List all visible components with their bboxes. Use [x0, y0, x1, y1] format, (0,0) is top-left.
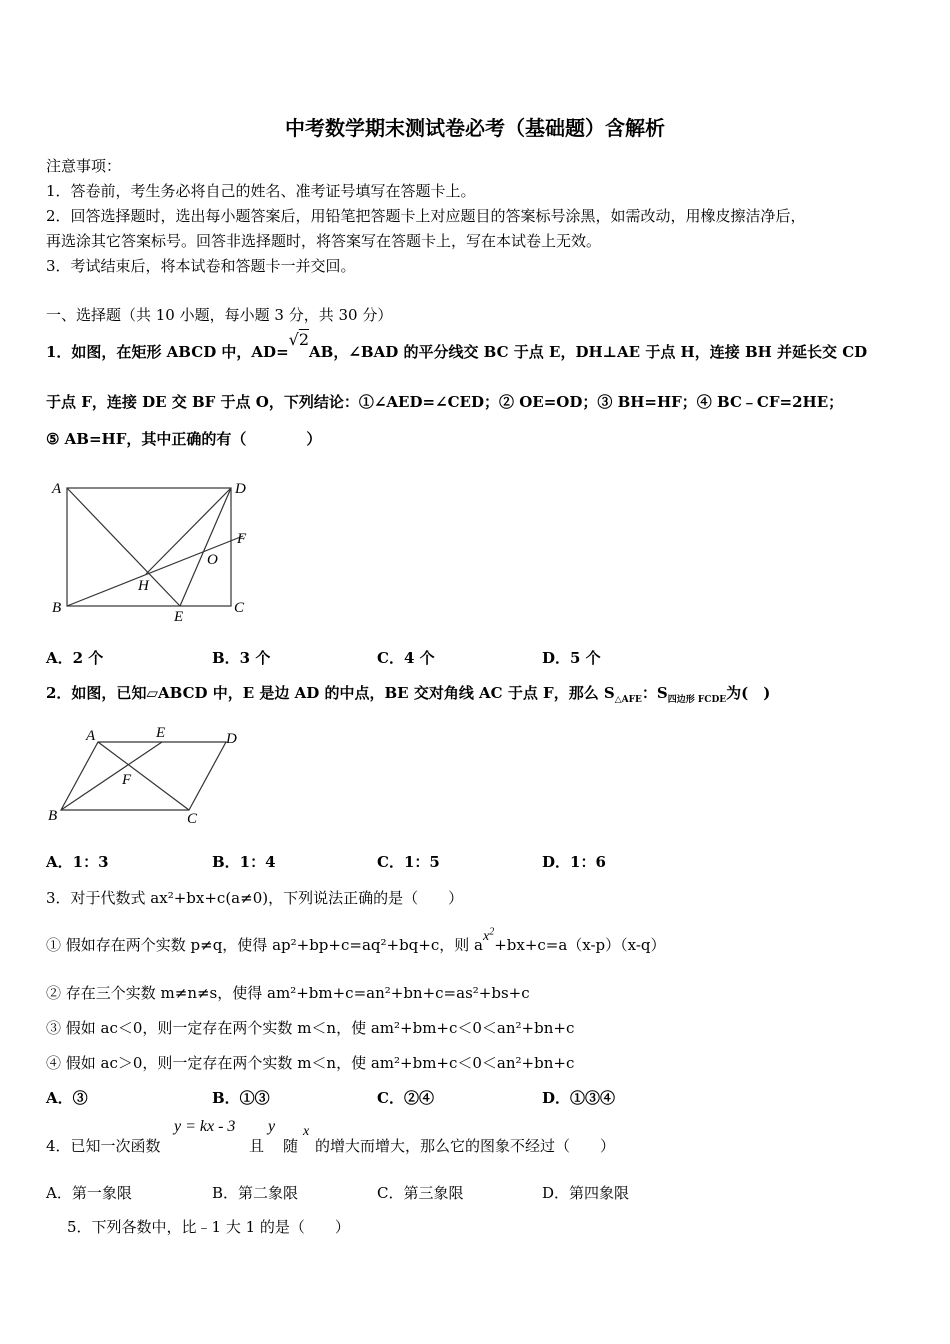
- q1-line-de: [180, 488, 231, 606]
- notice-item-2a: 2．回答选择题时，选出每小题答案后，用铅笔把答题卡上对应题目的答案标号涂黑，如需改动，用橡皮擦洁净后，: [46, 207, 806, 225]
- q3-s1-pre: ① 假如存在两个实数 p≠q，使得 ap²+bp+c=aq²+bq+c，则 a: [46, 936, 483, 954]
- q1-label-b: B: [52, 600, 62, 616]
- q4-option-c[interactable]: C．第三象限: [377, 1184, 464, 1202]
- q3-s1-post: +bx+c=a（x-p）（x-q）: [494, 936, 666, 954]
- q1-option-a[interactable]: A．2 个: [46, 649, 104, 667]
- q2-label-a: A: [86, 728, 96, 744]
- q4-sui: 随: [283, 1137, 299, 1155]
- notice-item-2b: 再选涂其它答案标号。回答非选择题时，将答案写在答题卡上，写在本试卷上无效。: [46, 232, 602, 250]
- section-heading: 一、选择题（共 10 小题，每小题 3 分，共 30 分）: [46, 306, 393, 324]
- q1-line-dh: [146, 488, 231, 574]
- q4-and: 且: [249, 1137, 265, 1155]
- q1-label-c: C: [234, 600, 245, 616]
- notice-heading: 注意事项：: [46, 157, 122, 175]
- q1-figure: [46, 474, 256, 624]
- q2-figure: [46, 722, 246, 830]
- q1-rectangle: [67, 488, 231, 606]
- q3-s1-x-var: x: [482, 929, 490, 944]
- page-title: 中考数学期末测试卷必考（基础题）含解析: [285, 116, 665, 140]
- q3-option-d[interactable]: D．①③④: [542, 1089, 616, 1107]
- q1-line-ae: [67, 488, 180, 606]
- q2-label-b: B: [48, 808, 58, 824]
- q2-label-c: C: [187, 811, 198, 827]
- q1-label-a: A: [52, 481, 62, 497]
- q1-label-o: O: [207, 552, 218, 568]
- q1-line-bf: [67, 536, 243, 606]
- notice-item-3: 3．考试结束后，将本试卷和答题卡一并交回。: [46, 257, 356, 275]
- q1-line1: [46, 330, 868, 362]
- q3-option-a[interactable]: A．③: [46, 1089, 88, 1107]
- q1-label-h: H: [138, 578, 149, 594]
- q3-statement-2: ② 存在三个实数 m≠n≠s，使得 am²+bm+c=an²+bn+c=as²+bs+c: [46, 984, 530, 1002]
- q2-option-d[interactable]: D．1：6: [542, 853, 606, 871]
- q2-option-b[interactable]: B．1：4: [212, 853, 276, 871]
- q3-statement-3: ③ 假如 ac＜0，则一定存在两个实数 m＜n，使 am²+bm+c＜0＜an²+bn+c: [46, 1019, 575, 1037]
- q5-stem: 5．下列各数中，比﹣1 大 1 的是（ ）: [67, 1218, 350, 1236]
- q1-line1-post: AB，∠BAD 的平分线交 BC 于点 E，DH⊥AE 于点 H，连接 BH 并延长交 CD: [309, 343, 868, 361]
- q1-option-b[interactable]: B．3 个: [212, 649, 271, 667]
- q1-line3: ⑤ AB=HF，其中正确的有（ ）: [46, 430, 322, 448]
- q1-option-d[interactable]: D．5 个: [542, 649, 601, 667]
- q3-option-b[interactable]: B．①③: [212, 1089, 270, 1107]
- q4-stem-post: 的增大而增大，那么它的图象不经过（ ）: [315, 1137, 616, 1155]
- q2-label-d: D: [226, 731, 237, 747]
- q4-option-d[interactable]: D．第四象限: [542, 1184, 630, 1202]
- q2-stem-mid: ：S: [641, 684, 668, 702]
- notice-item-1: 1．答卷前，考生务必将自己的姓名、准考证号填写在答题卡上。: [46, 182, 476, 200]
- q3-statement-4: ④ 假如 ac＞0，则一定存在两个实数 m＜n，使 am²+bm+c＜0＜an²+bn+c: [46, 1054, 575, 1072]
- q3-stem: 3．对于代数式 ax²+bx+c(a≠0)，下列说法正确的是（ ）: [46, 889, 464, 907]
- q4-option-a[interactable]: A．第一象限: [46, 1184, 132, 1202]
- q3-s1-x: [482, 926, 495, 944]
- q2-option-c[interactable]: C．1：5: [377, 853, 440, 871]
- q4-stem-pre: 4．已知一次函数: [46, 1137, 161, 1155]
- q3-s1-sup: 2: [489, 926, 495, 938]
- q2-label-e: E: [156, 725, 166, 741]
- q1-label-f: F: [237, 531, 247, 547]
- q2-stem: [46, 682, 770, 705]
- q1-line1-pre: 1．如图，在矩形 ABCD 中，AD=: [46, 343, 289, 361]
- q3-option-c[interactable]: C．②④: [377, 1089, 434, 1107]
- q2-label-f: F: [122, 772, 132, 788]
- q1-sqrt: √2: [288, 330, 310, 349]
- q2-sub-afe: △AFE: [614, 695, 642, 705]
- q1-option-c[interactable]: C．4 个: [377, 649, 435, 667]
- q2-sub-fcde: 四边形 FCDE: [667, 695, 727, 705]
- q2-stem-pre: 2．如图，已知▱ABCD 中，E 是边 AD 的中点，BE 交对角线 AC 于点 F，那么 S: [46, 684, 615, 702]
- q4-y: y: [268, 1118, 276, 1135]
- q1-line2: 于点 F，连接 DE 交 BF 于点 O，下列结论：①∠AED=∠CED；② OE=OD；③ BH=HF；④ BC﹣CF=2HE；: [46, 393, 844, 411]
- q4-option-b[interactable]: B．第二象限: [212, 1184, 299, 1202]
- q1-sqrt-value: 2: [298, 330, 310, 349]
- q2-option-a[interactable]: A．1：3: [46, 853, 109, 871]
- q3-statement-1: [46, 926, 666, 955]
- q1-label-d: D: [235, 481, 246, 497]
- q2-stem-post: 为( ): [726, 684, 771, 702]
- q1-label-e: E: [174, 609, 184, 624]
- q4-x: x: [303, 1124, 310, 1139]
- q4-formula: y = kx - 3: [174, 1118, 236, 1135]
